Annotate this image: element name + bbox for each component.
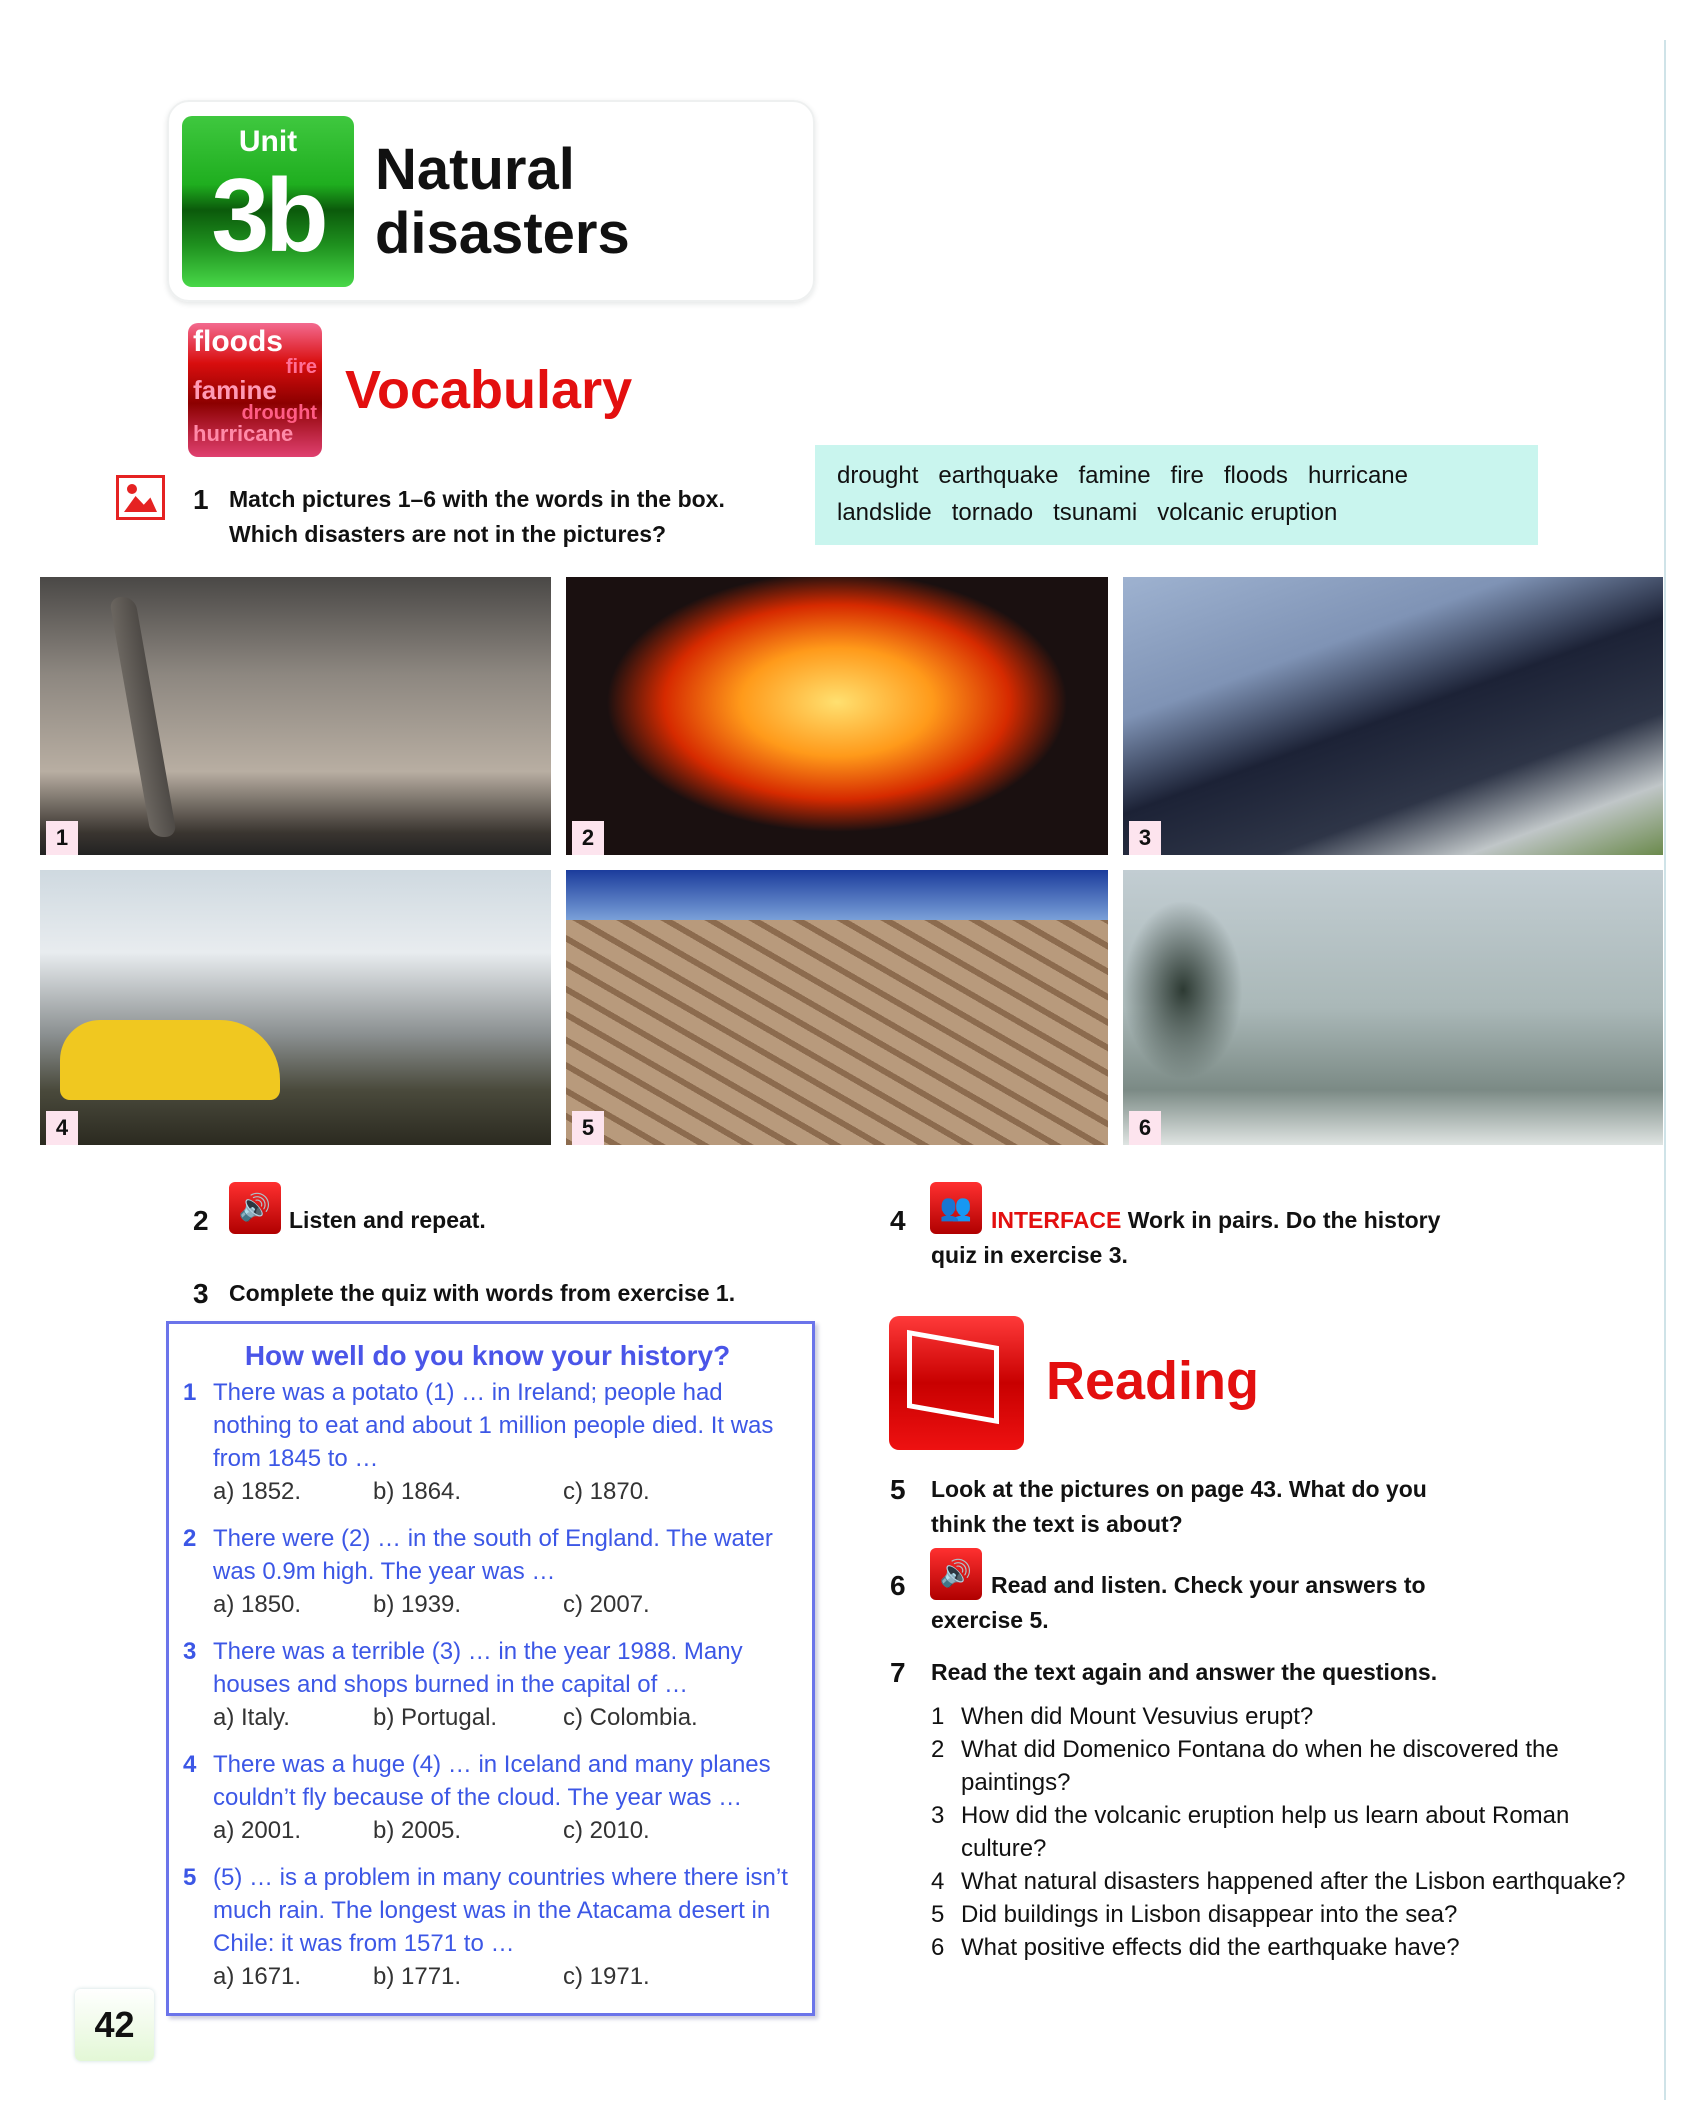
word: earthquake (938, 462, 1059, 489)
word: famine (1078, 462, 1151, 489)
icon-word: hurricane (193, 421, 294, 446)
photo-label: 5 (572, 1111, 604, 1145)
option-a: a) 1852. (213, 1478, 302, 1505)
word: hurricane (1307, 462, 1408, 489)
instruction-line: think the text is about? (931, 1511, 1183, 1537)
vocabulary-icon (188, 323, 322, 457)
speaker-icon[interactable]: 🔊 (930, 1548, 982, 1600)
quiz-item (183, 1376, 812, 1508)
quiz-item-number: 1 (183, 1379, 197, 1406)
history-quiz (166, 1321, 815, 2016)
quiz-question: There was a potato (1) … in Ireland; people had nothing to eat and about 1 million people died. It was from 1845 to … (213, 1379, 774, 1472)
pair-work-icon: 👥 (930, 1182, 982, 1234)
unit-number: 3b (211, 158, 325, 274)
quiz-item (183, 1635, 812, 1734)
word-row (837, 494, 1516, 531)
question-item (931, 1898, 1631, 1931)
quiz-item-number: 4 (183, 1751, 197, 1778)
question-number: 4 (931, 1868, 945, 1895)
instruction-line: Read and listen. Check your answers to (991, 1572, 1426, 1598)
quiz-item (183, 1522, 812, 1621)
exercise-1-instruction (229, 482, 804, 552)
word: floods (1223, 462, 1288, 489)
option-a: a) Italy. (213, 1704, 290, 1731)
option-b: b) Portugal. (373, 1704, 498, 1731)
option-b: b) 1864. (373, 1478, 462, 1505)
speaker-icon[interactable]: 🔊 (229, 1182, 281, 1234)
quiz-question: (5) … is a problem in many countries where there isn’t much rain. The longest was in the Atacama desert in Chile: it was from 1571 to … (213, 1864, 788, 1957)
photo-volcanic-eruption (566, 577, 1108, 855)
question-text: What natural disasters happened after the Lisbon earthquake? (961, 1868, 1626, 1895)
title-line-2: disasters (375, 201, 630, 266)
word: landslide (837, 499, 932, 526)
quiz-options (213, 1960, 803, 1993)
instruction-line: Which disasters are not in the pictures? (229, 521, 667, 547)
reading-book-icon (889, 1316, 1024, 1450)
option-c: c) 2010. (563, 1817, 650, 1844)
quiz-options (213, 1475, 803, 1508)
instruction-line: Match pictures 1–6 with the words in the box. (229, 486, 725, 512)
exercise-number: 4 (890, 1205, 906, 1236)
option-c: c) 1971. (563, 1963, 650, 1990)
quiz-title: How well do you know your history? (244, 1340, 731, 1371)
photo-tornado (40, 577, 551, 855)
exercise-2-instruction: Listen and repeat. (289, 1207, 486, 1233)
question-text: Did buildings in Lisbon disappear into the sea? (961, 1901, 1458, 1928)
unit-badge (182, 116, 354, 287)
word-row (837, 457, 1516, 494)
photo-landslide (1123, 577, 1663, 855)
page-number: 42 (75, 1989, 154, 2061)
instruction-line: exercise 5. (931, 1607, 1049, 1633)
photo-label: 6 (1129, 1111, 1161, 1145)
page-edge-line (1664, 40, 1666, 2100)
quiz-question: There was a terrible (3) … in the year 1988. Many houses and shops burned in the capital of … (213, 1638, 743, 1698)
photo-label: 3 (1129, 821, 1161, 855)
icon-word: floods (193, 325, 283, 358)
question-list (931, 1700, 1631, 1964)
option-c: c) Colombia. (563, 1704, 698, 1731)
question-text: How did the volcanic eruption help us learn about Roman culture? (961, 1802, 1570, 1862)
quiz-item (183, 1861, 812, 1993)
question-number: 5 (931, 1901, 945, 1928)
page-title (375, 138, 630, 266)
question-item (931, 1700, 1631, 1733)
icon-word: drought (241, 402, 317, 424)
question-text: When did Mount Vesuvius erupt? (961, 1703, 1314, 1730)
quiz-item-number: 3 (183, 1638, 197, 1665)
option-a: a) 1850. (213, 1591, 302, 1618)
unit-label: Unit (238, 125, 298, 158)
instruction-line: Work in pairs. Do the history (1127, 1207, 1441, 1233)
quiz-options (213, 1701, 803, 1734)
question-item (931, 1733, 1631, 1799)
option-a: a) 1671. (213, 1963, 302, 1990)
quiz-options (213, 1588, 803, 1621)
instruction-line: quiz in exercise 3. (931, 1242, 1128, 1268)
photo-label: 4 (46, 1111, 78, 1145)
question-text: What did Domenico Fontana do when he discovered the paintings? (961, 1736, 1559, 1796)
exercise-4-instruction (931, 1203, 1631, 1273)
vocabulary-heading: Vocabulary (345, 360, 633, 420)
exercise-number: 1 (193, 484, 209, 515)
exercise-number: 7 (890, 1657, 906, 1688)
exercise-3-instruction: Complete the quiz with words from exercise 1. (229, 1280, 736, 1306)
interface-tag: INTERFACE (991, 1207, 1122, 1233)
quiz-options (213, 1814, 803, 1847)
question-number: 6 (931, 1934, 945, 1961)
word: drought (837, 462, 919, 489)
exercise-number: 5 (890, 1474, 906, 1505)
question-item (931, 1799, 1631, 1865)
question-item (931, 1931, 1631, 1964)
exercise-number: 2 (193, 1205, 209, 1236)
quiz-item (183, 1748, 812, 1847)
option-b: b) 2005. (373, 1817, 462, 1844)
quiz-item-number: 2 (183, 1525, 197, 1552)
exercise-number: 6 (890, 1570, 906, 1601)
word: tsunami (1053, 499, 1138, 526)
photo-label: 2 (572, 821, 604, 855)
instruction-line: Look at the pictures on page 43. What do you (931, 1476, 1427, 1502)
picture-icon (116, 475, 165, 520)
word-box (815, 445, 1538, 545)
title-line-1: Natural (375, 137, 575, 202)
word: tornado (951, 499, 1034, 526)
photo-drought (566, 870, 1108, 1145)
question-number: 2 (931, 1736, 945, 1763)
icon-word: famine (193, 375, 277, 405)
question-number: 1 (931, 1703, 945, 1730)
photo-hurricane (1123, 870, 1663, 1145)
word: fire (1170, 462, 1204, 489)
exercise-7-instruction: Read the text again and answer the questions. (931, 1659, 1438, 1685)
quiz-question: There was a huge (4) … in Iceland and many planes couldn’t fly because of the cloud. The year was … (213, 1751, 771, 1811)
photo-label: 1 (46, 821, 78, 855)
question-item (931, 1865, 1631, 1898)
exercise-number: 3 (193, 1278, 209, 1309)
option-a: a) 2001. (213, 1817, 302, 1844)
question-number: 3 (931, 1802, 945, 1829)
photo-floods (40, 870, 551, 1145)
question-text: What positive effects did the earthquake have? (961, 1934, 1460, 1961)
exercise-6-instruction (931, 1568, 1631, 1638)
option-b: b) 1771. (373, 1963, 462, 1990)
icon-word: fire (285, 356, 317, 378)
reading-heading: Reading (1046, 1351, 1260, 1411)
quiz-item-number: 5 (183, 1864, 197, 1891)
option-c: c) 2007. (563, 1591, 650, 1618)
quiz-question: There were (2) … in the south of England. The water was 0.9m high. The year was … (213, 1525, 773, 1585)
option-b: b) 1939. (373, 1591, 462, 1618)
word: volcanic eruption (1157, 499, 1338, 526)
exercise-5-instruction (931, 1472, 1631, 1542)
option-c: c) 1870. (563, 1478, 650, 1505)
